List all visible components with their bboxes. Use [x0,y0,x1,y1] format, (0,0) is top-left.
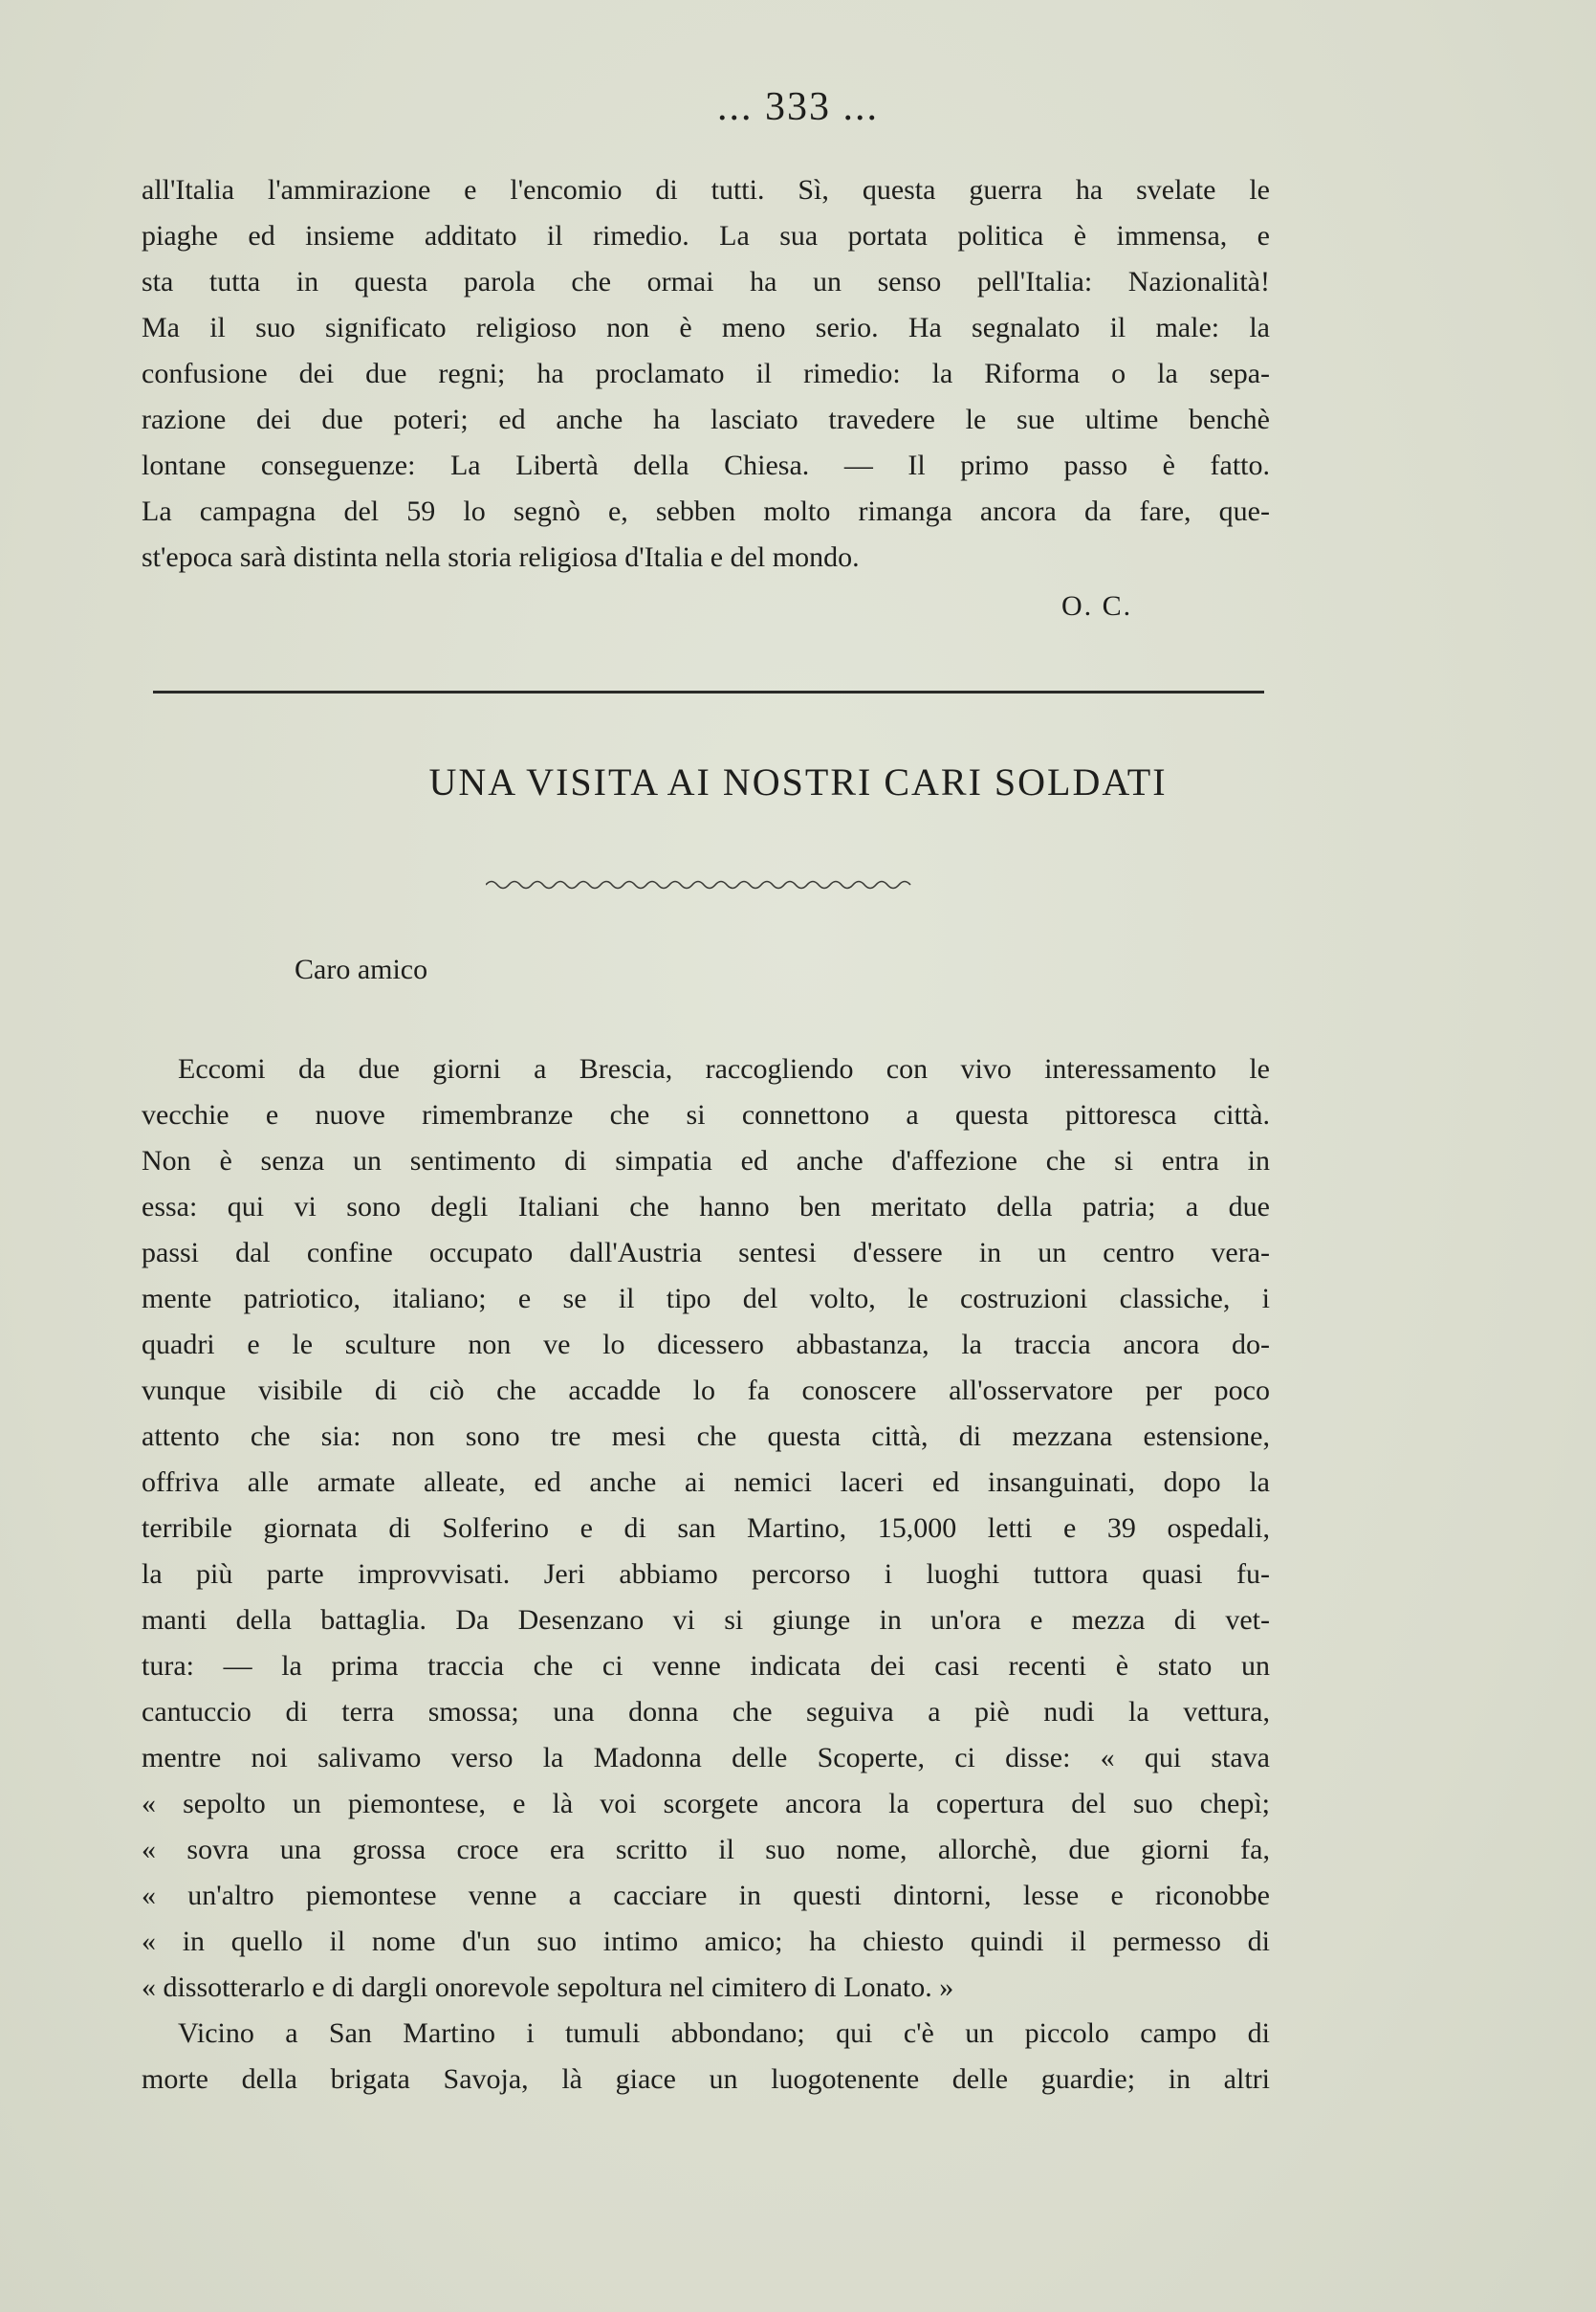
text-line: La campagna del 59 lo segnò e, sebben molto rimanga ancora da fare, que- [142,495,1270,527]
salutation: Caro amico [295,954,428,985]
article-title: UNA VISITA AI NOSTRI CARI SOLDATI [428,760,1168,804]
text-line: « sovra una grossa croce era scritto il suo nome, allorchè, due giorni fa, [142,1834,1270,1865]
text-line: vecchie e nuove rimembranze che si connettono a questa pittoresca città. [142,1099,1270,1131]
text-line: quadri e le sculture non ve lo dicessero abbastanza, la traccia ancora do- [142,1329,1270,1360]
text-line: offriva alle armate alleate, ed anche ai nemici laceri ed insanguinati, dopo la [142,1466,1270,1498]
text-line: mentre noi salivamo verso la Madonna delle Scoperte, ci disse: « qui stava [142,1742,1270,1773]
text-line: all'Italia l'ammirazione e l'encomio di tutti. Sì, questa guerra ha svelate le [142,174,1270,206]
article-body [142,1046,1270,2103]
text-line: razione dei due poteri; ed anche ha lasciato travedere le sue ultime benchè [142,404,1270,435]
text-line: essa: qui vi sono degli Italiani che hanno ben meritato della patria; a due [142,1191,1270,1222]
section-divider [153,691,1264,694]
text-line: tura: — la prima traccia che ci venne indicata dei casi recenti è stato un [142,1650,1270,1682]
text-line: « un'altro piemontese venne a cacciare in questi dintorni, lesse e riconobbe [142,1880,1270,1911]
text-line: « sepolto un piemontese, e là voi scorgete ancora la copertura del suo chepì; [142,1788,1270,1819]
text-line: lontane conseguenze: La Libertà della Chiesa. — Il primo passo è fatto. [142,450,1270,481]
text-line: cantuccio di terra smossa; una donna che seguiva a piè nudi la vettura, [142,1696,1270,1728]
text-line: Eccomi da due giorni a Brescia, raccogliendo con vivo interessamento le [178,1053,1270,1085]
text-line: « in quello il nome d'un suo intimo amico; ha chiesto quindi il permesso di [142,1926,1270,1957]
wavy-ornament-icon [486,875,916,894]
text-line: mente patriotico, italiano; e se il tipo del volto, le costruzioni classiche, i [142,1283,1270,1314]
text-line: sta tutta in questa parola che ormai ha un senso pell'Italia: Nazionalità! [142,266,1270,297]
text-line: st'epoca sarà distinta nella storia religiosa d'Italia e del mondo. [142,541,860,573]
author-signature: O. C. [1061,590,1133,622]
previous-article-text [142,167,1270,581]
text-line: passi dal confine occupato dall'Austria sentesi d'essere in un centro vera- [142,1237,1270,1268]
text-line: manti della battaglia. Da Desenzano vi si giunge in un'ora e mezza di vet- [142,1604,1270,1636]
text-line: « dissotterarlo e di dargli onorevole sepoltura nel cimitero di Lonato. » [142,1971,954,2003]
text-line: Non è senza un sentimento di simpatia ed anche d'affezione che si entra in [142,1145,1270,1177]
text-line: vunque visibile di ciò che accadde lo fa conoscere all'osservatore per poco [142,1375,1270,1406]
text-line: attento che sia: non sono tre mesi che questa città, di mezzana estensione, [142,1420,1270,1452]
text-line: terribile giornata di Solferino e di san Martino, 15,000 letti e 39 ospedali, [142,1512,1270,1544]
text-line: confusione dei due regni; ha proclamato il rimedio: la Riforma o la sepa- [142,358,1270,389]
text-line: morte della brigata Savoja, là giace un luogotenente delle guardie; in altri [142,2063,1270,2095]
text-line: la più parte improvvisati. Jeri abbiamo percorso i luoghi tuttora quasi fu- [142,1558,1270,1590]
text-line: Ma il suo significato religioso non è meno serio. Ha segnalato il male: la [142,312,1270,343]
page-number: ... 333 ... [717,85,879,129]
text-line: piaghe ed insieme additato il rimedio. La sua portata politica è immensa, e [142,220,1270,252]
text-line: Vicino a San Martino i tumuli abbondano; qui c'è un piccolo campo di [178,2017,1270,2049]
